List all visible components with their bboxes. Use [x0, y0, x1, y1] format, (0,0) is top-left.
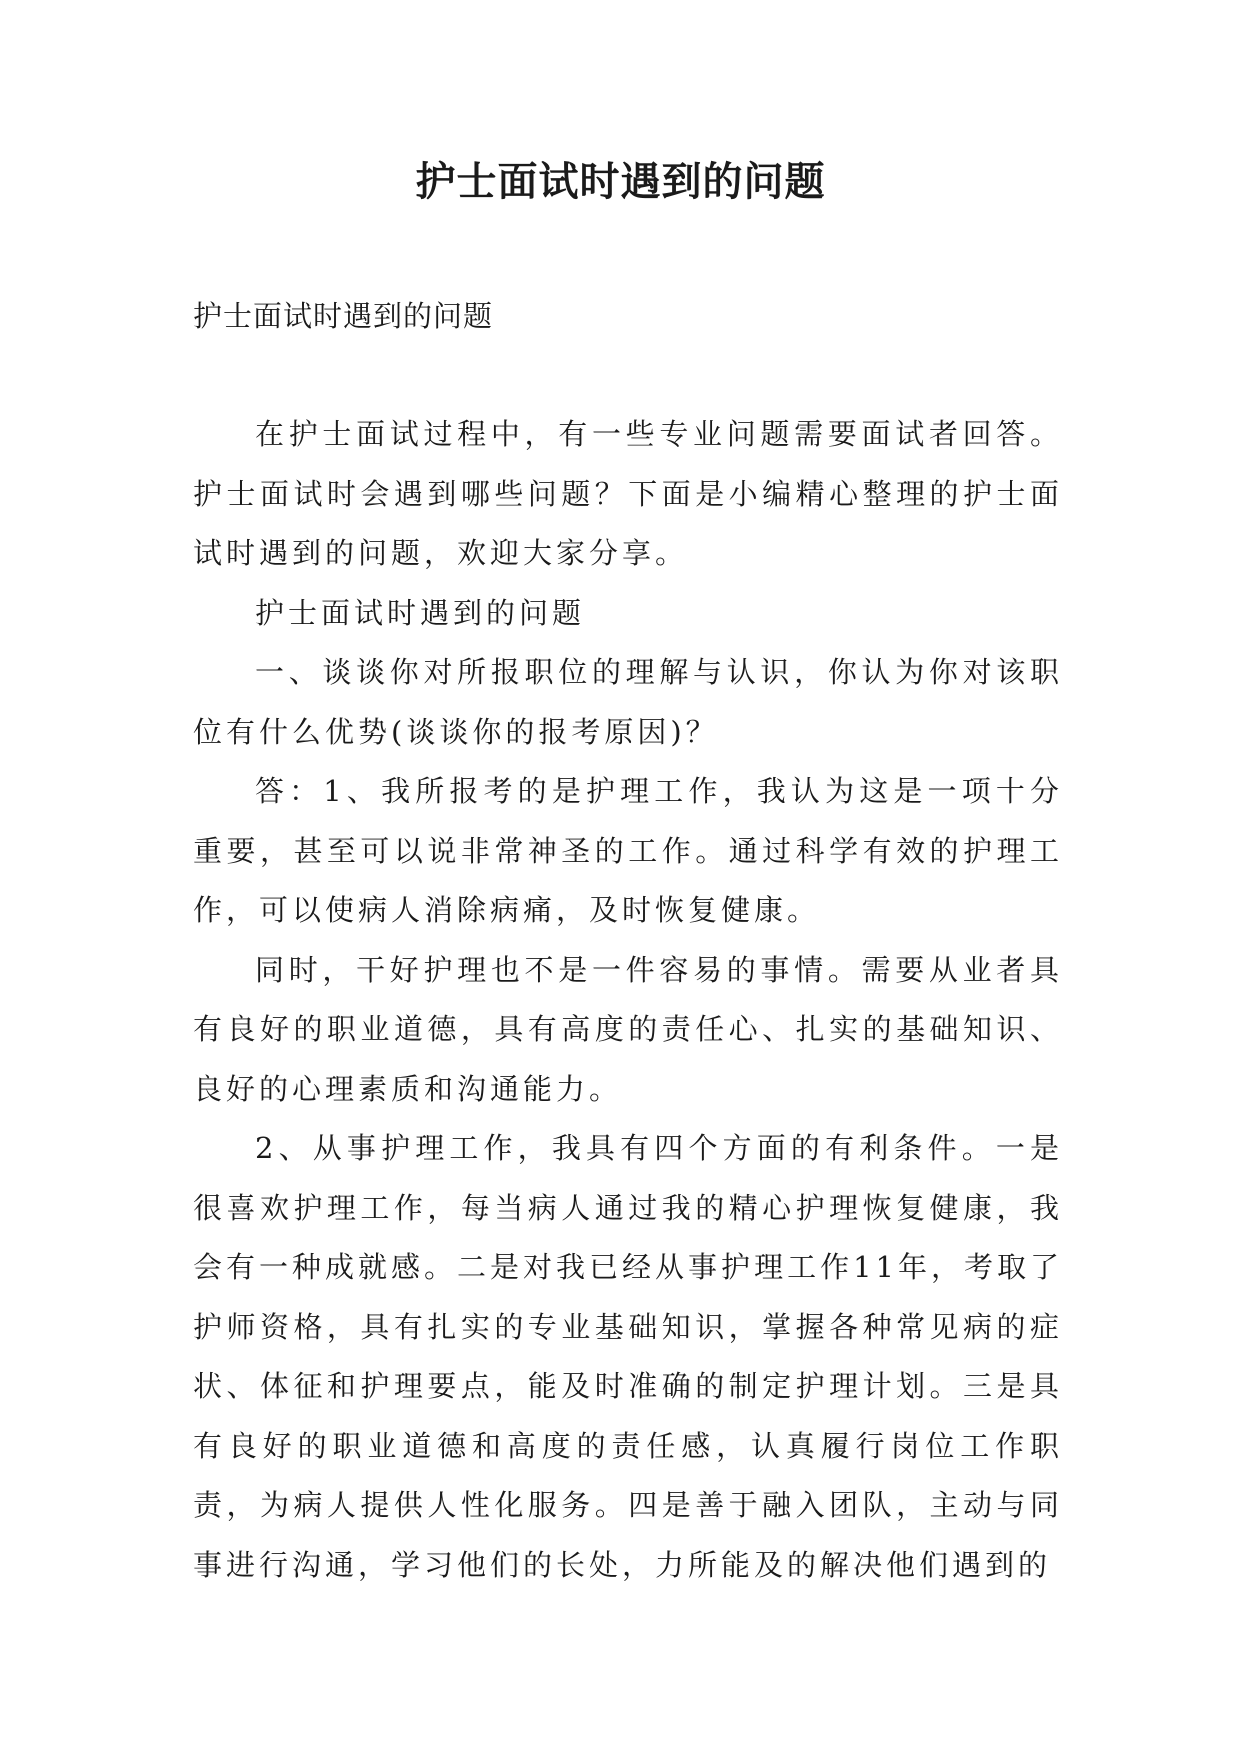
body-paragraph: 同时，干好护理也不是一件容易的事情。需要从业者具有良好的职业道德，具有高度的责任心、扎实的基础知识、良好的心理素质和沟通能力。	[193, 952, 1063, 1106]
document-subtitle: 护士面试时遇到的问题	[193, 299, 494, 333]
section-heading: 护士面试时遇到的问题	[255, 595, 586, 630]
answer-paragraph: 答：1、我所报考的是护理工作，我认为这是一项十分重要，甚至可以说非常神圣的工作。通过科学有效的护理工作，可以使病人消除病痛，及时恢复健康。	[193, 774, 1063, 927]
question-paragraph: 一、谈谈你对所报职位的理解与认识，你认为你对该职位有什么优势(谈谈你的报考原因)？	[193, 655, 1063, 749]
intro-paragraph: 在护士面试过程中，有一些专业问题需要面试者回答。护士面试时会遇到哪些问题？下面是小编精心整理的护士面试时遇到的问题，欢迎大家分享。	[193, 417, 1063, 570]
document-body	[193, 405, 1063, 1595]
document-title: 护士面试时遇到的问题	[415, 158, 826, 205]
body-paragraph: 2、从事护理工作，我具有四个方面的有利条件。一是很喜欢护理工作，每当病人通过我的精心护理恢复健康，我会有一种成就感。二是对我已经从事护理工作11年，考取了护师资格，具有扎实的专业基础知识，掌握各种常见病的症状、体征和护理要点，能及时准确的制定护理计划。三是具有良好的职业道德和高度的责任感，认真履行岗位工作职责，为病人提供人性化服务。四是善于融入团队，主动与同事进行沟通，学习他们的长处，力所能及的解决他们遇到的	[193, 1131, 1063, 1582]
